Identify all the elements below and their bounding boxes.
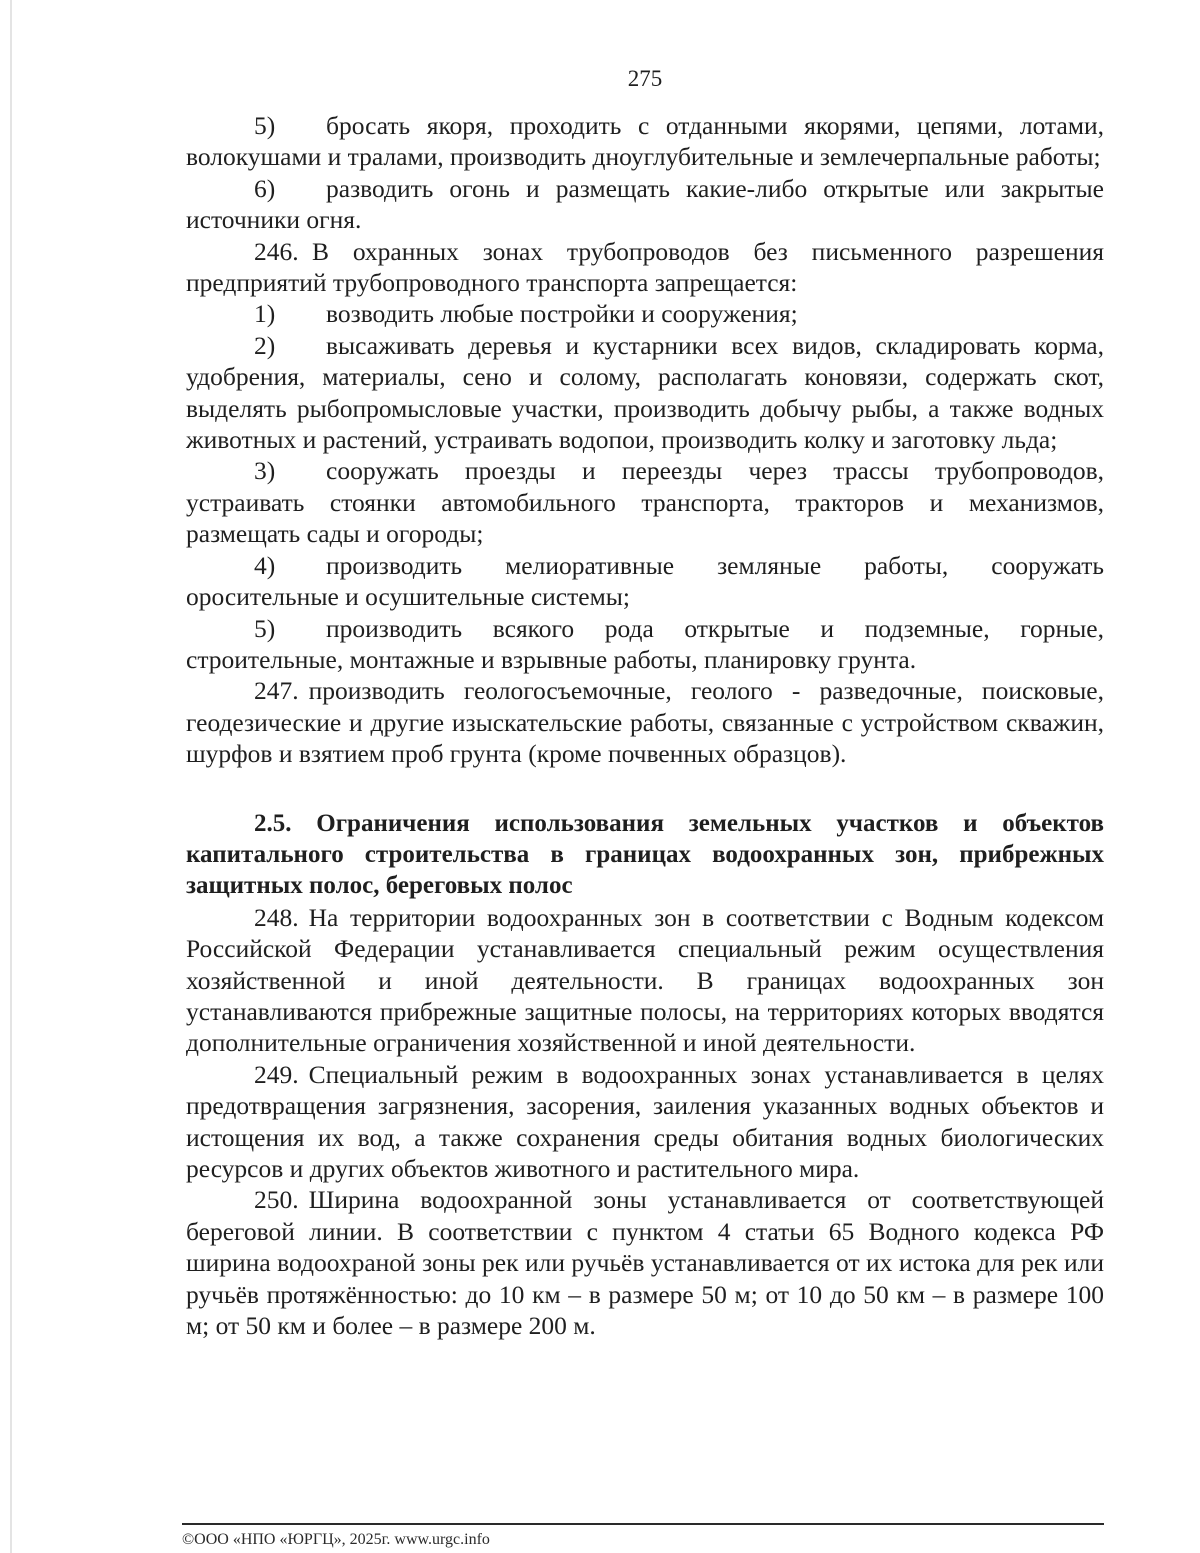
item-number: 6) bbox=[254, 173, 276, 203]
footer-copyright: ©ООО «НПО «ЮРГЦ», 2025г. www.urgc.info bbox=[182, 1531, 490, 1548]
section-spacer bbox=[186, 770, 1104, 808]
clause-paragraph bbox=[186, 236, 1104, 299]
clause-text: Ширина водоохранной зоны устанавливается от соответствующей береговой линии. В соответствии с пунктом 4 статьи 65 Водного кодекса РФ ширина водоохраной зоны рек или ручьёв устанавливается от их истока для рек или ручьёв протяжённостью: до 10 км – в размере 50 м; от 10 до 50 км – в размере 100 м; от 50 км и более – в размере 200 м. bbox=[186, 1185, 1104, 1341]
clause-number: 249. bbox=[254, 1059, 299, 1089]
list-item bbox=[186, 455, 1104, 549]
clause-number: 246. bbox=[254, 236, 299, 266]
item-text: производить мелиоративные земляные работы, сооружать оросительные и осушительные системы; bbox=[186, 550, 1104, 612]
clause-text: В охранных зонах трубопроводов без письменного разрешения предприятий трубопроводного транспорта запрещается: bbox=[186, 236, 1104, 298]
clause-paragraph bbox=[186, 675, 1104, 769]
clause-number: 250. bbox=[254, 1185, 299, 1215]
list-item bbox=[186, 330, 1104, 456]
list-item bbox=[186, 110, 1104, 173]
section-heading: 2.5. Ограничения использования земельных участков и объектов капитального строительства в границах водоохранных зон, прибрежных защитных полос, береговых полос bbox=[186, 809, 1104, 900]
clause-number: 247. bbox=[254, 676, 299, 706]
item-number: 5) bbox=[254, 613, 276, 643]
item-number: 2) bbox=[254, 330, 276, 360]
list-item bbox=[186, 298, 1104, 329]
clause-number: 248. bbox=[254, 902, 299, 932]
list-item bbox=[186, 613, 1104, 676]
list-item bbox=[186, 173, 1104, 236]
item-text: возводить любые постройки и сооружения; bbox=[326, 299, 798, 329]
item-text: производить всякого рода открытые и подземные, горные, строительные, монтажные и взрывные работы, планировку грунта. bbox=[186, 613, 1104, 674]
clause-text: производить геологосъемочные, геолого - разведочные, поисковые, геодезические и другие изыскательские работы, связанные с устройством скважин, шурфов и взятием проб грунта (кроме почвенных образцов). bbox=[186, 676, 1104, 769]
footer-divider bbox=[182, 1523, 1104, 1525]
clause-text: На территории водоохранных зон в соответствии с Водным кодексом Российской Федерации устанавливается специальный режим осуществления хозяйственной и иной деятельности. В границах водоохранных зон устанавливаются прибрежные защитные полосы, на территориях которых вводятся дополнительные ограничения хозяйственной и иной деятельности. bbox=[186, 902, 1104, 1058]
page-edge bbox=[10, 0, 12, 1553]
clause-paragraph bbox=[186, 1059, 1104, 1185]
item-number: 4) bbox=[254, 550, 276, 580]
page-number: 275 bbox=[627, 66, 663, 91]
item-number: 5) bbox=[254, 111, 276, 140]
item-number: 1) bbox=[254, 299, 276, 329]
clause-text: Специальный режим в водоохранных зонах устанавливается в целях предотвращения загрязнения, засорения, заиления указанных водных объектов и истощения их вод, а также сохранения среды обитания водных биологических ресурсов и других объектов животного и растительного мира. bbox=[186, 1059, 1104, 1183]
document-body bbox=[186, 110, 1104, 1341]
item-number: 3) bbox=[254, 456, 276, 486]
list-item bbox=[186, 550, 1104, 613]
item-text: разводить огонь и размещать какие-либо открытые или закрытые источники огня. bbox=[186, 173, 1104, 235]
item-text: бросать якоря, проходить с отданными якорями, цепями, лотами, волокушами и тралами, производить дноуглубительные и землечерпальные работы; bbox=[186, 111, 1104, 172]
clause-paragraph bbox=[186, 902, 1104, 1059]
item-text: высаживать деревья и кустарники всех видов, складировать корма, удобрения, материалы, сено и солому, располагать коновязи, содержать скот, выделять рыбопромысловые участки, производить добычу рыбы, а также водных животных и растений, устраивать водопои, производить колку и заготовку льда; bbox=[186, 330, 1104, 455]
clause-paragraph bbox=[186, 1184, 1104, 1341]
item-text: сооружать проезды и переезды через трассы трубопроводов, устраивать стоянки автомобильного транспорта, тракторов и механизмов, размещать сады и огороды; bbox=[186, 456, 1104, 549]
